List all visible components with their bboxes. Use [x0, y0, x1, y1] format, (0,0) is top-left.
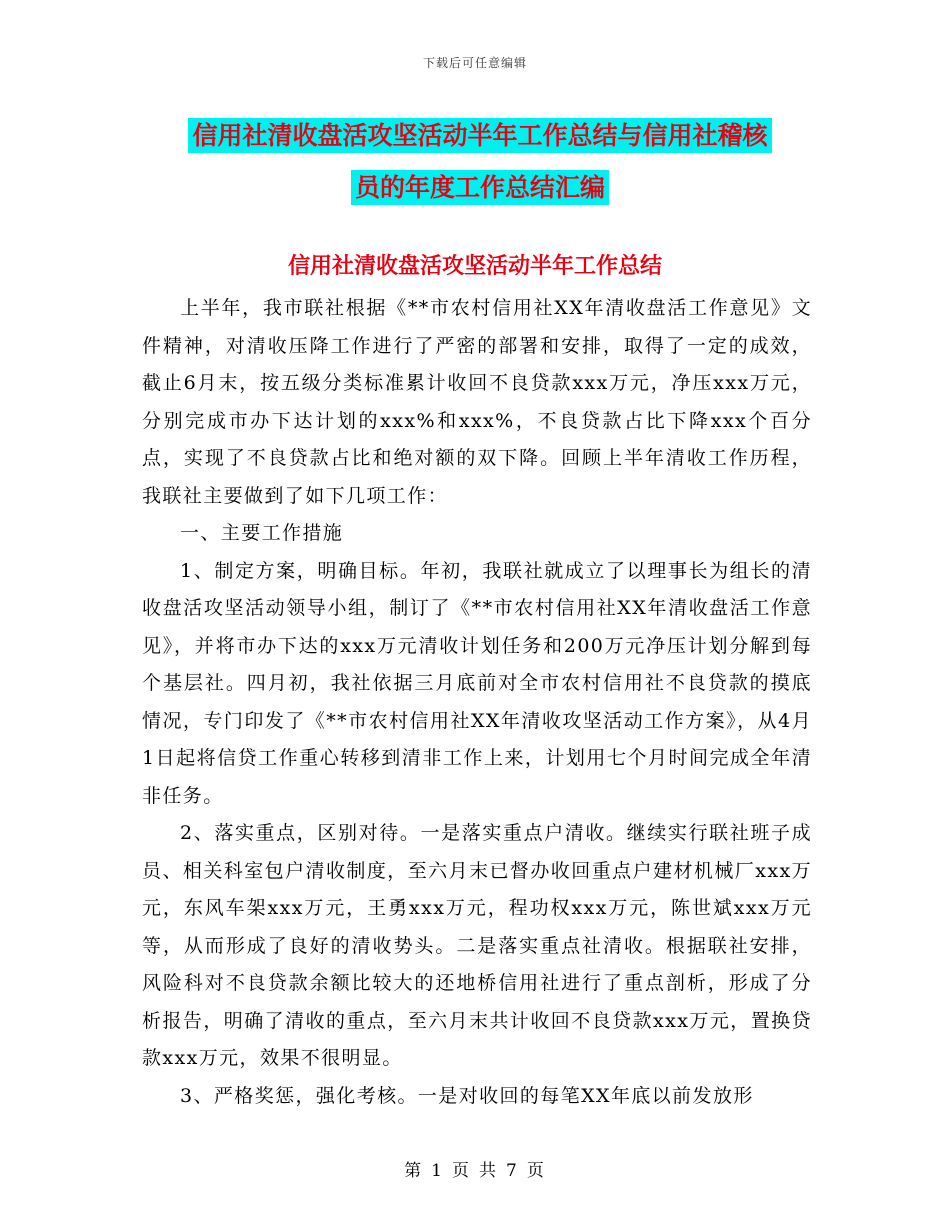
- paragraph: 1、制定方案，明确目标。年初，我联社就成立了以理事长为组长的清收盘活攻坚活动领导小组，制订了《**市农村信用社XX年清收盘活工作意见》，并将市办下达的xxx万元清收计划任务和200万元净压计划分解到每个基层社。四月初，我社依据三月底前对全市农村信用社不良贷款的摸底情况，专门印发了《**市农村信用社XX年清收攻坚活动工作方案》，从4月1日起将信贷工作重心转移到清非工作上来，计划用七个月时间完成全年清非任务。: [142, 559, 812, 807]
- document-title-line-1: 信用社清收盘活攻坚活动半年工作总结与信用社稽核: [188, 118, 771, 153]
- document-body: [142, 290, 812, 1115]
- current-page-number: 1: [431, 1161, 444, 1181]
- footer-label-page: 第: [404, 1161, 424, 1181]
- footer-label-of: 页: [452, 1161, 471, 1181]
- total-pages: 7: [506, 1161, 519, 1181]
- paragraph: 3、严格奖惩，强化考核。一是对收回的每笔XX年底以前发放形: [180, 1084, 754, 1107]
- footer-label-total: 共: [479, 1161, 498, 1181]
- paragraph: 上半年，我市联社根据《**市农村信用社XX年清收盘活工作意见》文件精神，对清收压降工作进行了严密的部署和安排，取得了一定的成效，截止6月末，按五级分类标准累计收回不良贷款xxx万元，净压xxx万元，分别完成市办下达计划的xxx%和xxx%，不良贷款占比下降xxx个百分点，实现了不良贷款占比和绝对额的双下降。回顾上半年清收工作历程，我联社主要做到了如下几项工作：: [142, 297, 812, 507]
- footer-label-end: 页: [526, 1161, 546, 1181]
- paragraph-heading: 一、主要工作措施: [180, 522, 344, 544]
- document-title-line-2: 员的年度工作总结汇编: [351, 170, 609, 205]
- paragraph: 2、落实重点，区别对待。一是落实重点户清收。继续实行联社班子成员、相关科室包户清收制度，至六月末已督办收回重点户建材机械厂xxx万元，东风车架xxx万元，王勇xxx万元，程功权xxx万元，陈世斌xxx万元等，从而形成了良好的清收势头。二是落实重点社清收。根据联社安排，风险科对不良贷款余额比较大的还地桥信用社进行了重点剖析，形成了分析报告，明确了清收的重点，至六月末共计收回不良贷款xxx万元，置换贷款xxx万元，效果不很明显。: [142, 822, 812, 1069]
- section-title: 信用社清收盘活攻坚活动半年工作总结: [287, 254, 662, 279]
- page-header: 下载后可任意编辑: [422, 56, 527, 70]
- page-footer: [0, 1156, 950, 1181]
- document-title: [140, 110, 820, 214]
